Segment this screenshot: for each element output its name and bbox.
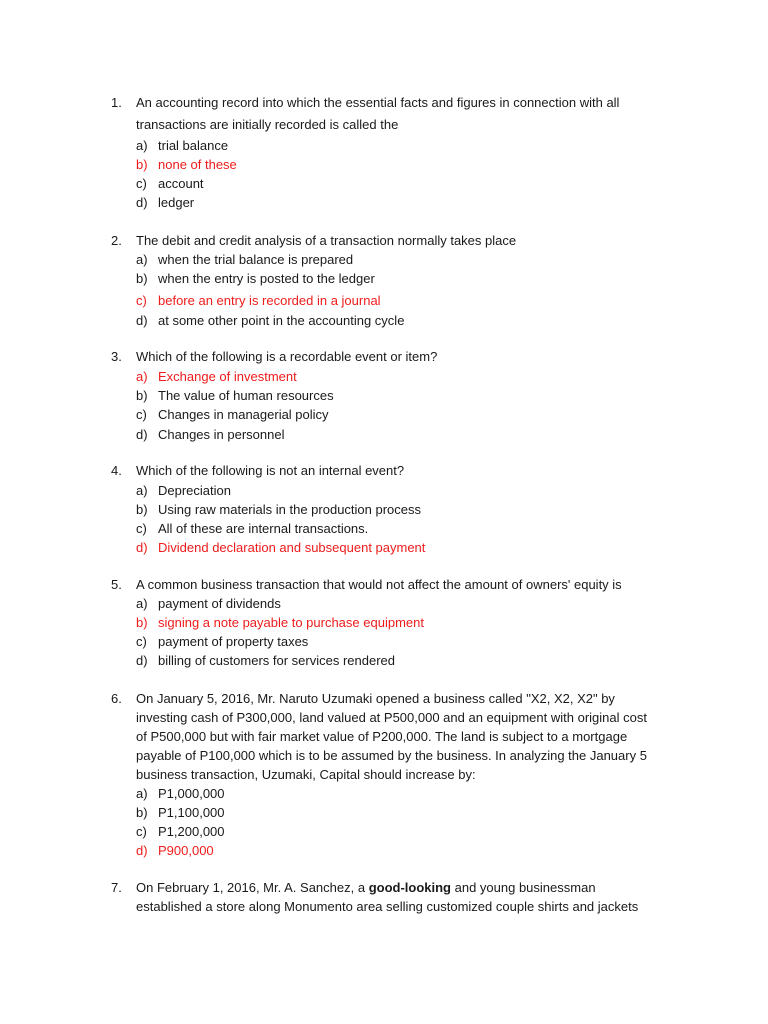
option-letter: b) bbox=[136, 502, 148, 517]
option-a bbox=[0, 481, 768, 500]
question-stem-line: payable of P100,000 which is to be assumed by the business. In analyzing the January 5 bbox=[136, 748, 647, 763]
option-letter: c) bbox=[136, 521, 147, 536]
option-letter: b) bbox=[136, 615, 148, 630]
option-letter: d) bbox=[136, 540, 148, 555]
option-text: ledger bbox=[158, 195, 195, 210]
option-d bbox=[0, 651, 768, 670]
option-c bbox=[0, 174, 768, 193]
question-stem-line: established a store along Monumento area selling customized couple shirts and jackets bbox=[136, 899, 639, 914]
option-d bbox=[0, 425, 768, 444]
option-text: none of these bbox=[158, 157, 237, 172]
option-b-correct bbox=[0, 155, 768, 174]
question-stem-line: of P500,000 but with fair market value of P200,000. The land is subject to a mortgage bbox=[136, 729, 628, 744]
option-c bbox=[0, 519, 768, 538]
option-text: P1,000,000 bbox=[158, 786, 225, 801]
option-letter: a) bbox=[136, 786, 148, 801]
option-letter: d) bbox=[136, 195, 148, 210]
option-c bbox=[0, 632, 768, 651]
option-text: Changes in personnel bbox=[158, 427, 285, 442]
option-letter: a) bbox=[136, 138, 148, 153]
option-a bbox=[0, 136, 768, 155]
option-letter: b) bbox=[136, 388, 148, 403]
option-letter: a) bbox=[136, 252, 148, 267]
option-letter: d) bbox=[136, 427, 148, 442]
option-text: at some other point in the accounting cycle bbox=[158, 313, 405, 328]
option-text: payment of dividends bbox=[158, 596, 281, 611]
question-stem-line: Which of the following is a recordable event or item? bbox=[136, 349, 438, 364]
question-stem-line: An accounting record into which the essential facts and figures in connection with all bbox=[136, 95, 620, 110]
question-stem-line: business transaction, Uzumaki, Capital should increase by: bbox=[136, 767, 476, 782]
option-letter: c) bbox=[136, 824, 147, 839]
option-letter: c) bbox=[136, 293, 147, 308]
question-stem-line bbox=[136, 878, 596, 897]
option-d-correct bbox=[0, 841, 768, 860]
option-text: payment of property taxes bbox=[158, 634, 309, 649]
option-letter: b) bbox=[136, 805, 148, 820]
option-text: trial balance bbox=[158, 138, 229, 153]
option-c bbox=[0, 405, 768, 424]
option-b bbox=[0, 386, 768, 405]
option-text: P1,200,000 bbox=[158, 824, 225, 839]
option-letter: d) bbox=[136, 313, 148, 328]
question-number: 6. bbox=[111, 691, 122, 706]
option-letter: c) bbox=[136, 176, 147, 191]
option-c bbox=[0, 822, 768, 841]
question-stem-line: The debit and credit analysis of a transaction normally takes place bbox=[136, 233, 517, 248]
question-stem-line: investing cash of P300,000, land valued at P500,000 and an equipment with original cost bbox=[136, 710, 647, 725]
option-text: Depreciation bbox=[158, 483, 231, 498]
option-text: before an entry is recorded in a journal bbox=[158, 293, 381, 308]
question-stem-line: transactions are initially recorded is called the bbox=[136, 117, 399, 132]
option-letter: c) bbox=[136, 407, 147, 422]
option-text: P1,100,000 bbox=[158, 805, 225, 820]
option-text: All of these are internal transactions. bbox=[158, 521, 369, 536]
question-number: 4. bbox=[111, 463, 122, 478]
question-stem-line: On January 5, 2016, Mr. Naruto Uzumaki opened a business called "X2, X2, X2" by bbox=[136, 691, 615, 706]
question-stem-line: A common business transaction that would not affect the amount of owners' equity is bbox=[136, 577, 622, 592]
option-b-correct bbox=[0, 613, 768, 632]
stem-text: and young businessman bbox=[451, 880, 596, 895]
option-text: signing a note payable to purchase equipment bbox=[158, 615, 424, 630]
option-text: when the trial balance is prepared bbox=[158, 252, 354, 267]
option-text: The value of human resources bbox=[158, 388, 334, 403]
option-letter: c) bbox=[136, 634, 147, 649]
option-letter: a) bbox=[136, 596, 148, 611]
option-letter: a) bbox=[136, 483, 148, 498]
option-d bbox=[0, 193, 768, 212]
question-number: 1. bbox=[111, 95, 122, 110]
option-d-correct bbox=[0, 538, 768, 557]
option-c-correct bbox=[0, 291, 768, 310]
option-text: Exchange of investment bbox=[158, 369, 297, 384]
option-text: account bbox=[158, 176, 204, 191]
option-letter: d) bbox=[136, 653, 148, 668]
option-letter: d) bbox=[136, 843, 148, 858]
option-text: P900,000 bbox=[158, 843, 214, 858]
option-a bbox=[0, 250, 768, 269]
option-text: when the entry is posted to the ledger bbox=[158, 271, 375, 286]
option-a bbox=[0, 594, 768, 613]
question-number: 3. bbox=[111, 349, 122, 364]
stem-bold-text: good-looking bbox=[368, 880, 451, 895]
option-text: billing of customers for services rendered bbox=[158, 653, 395, 668]
stem-text: On February 1, 2016, Mr. A. Sanchez, a bbox=[136, 880, 369, 895]
option-b bbox=[0, 803, 768, 822]
question-number: 5. bbox=[111, 577, 122, 592]
option-letter: a) bbox=[136, 369, 148, 384]
option-letter: b) bbox=[136, 271, 148, 286]
option-text: Changes in managerial policy bbox=[158, 407, 329, 422]
option-d bbox=[0, 311, 768, 330]
option-a bbox=[0, 784, 768, 803]
question-stem-line: Which of the following is not an internal event? bbox=[136, 463, 405, 478]
option-b bbox=[0, 269, 768, 288]
option-text: Using raw materials in the production process bbox=[158, 502, 422, 517]
option-a-correct bbox=[0, 367, 768, 386]
question-number: 7. bbox=[111, 880, 122, 895]
option-letter: b) bbox=[136, 157, 148, 172]
option-text: Dividend declaration and subsequent payment bbox=[158, 540, 426, 555]
option-b bbox=[0, 500, 768, 519]
question-number: 2. bbox=[111, 233, 122, 248]
